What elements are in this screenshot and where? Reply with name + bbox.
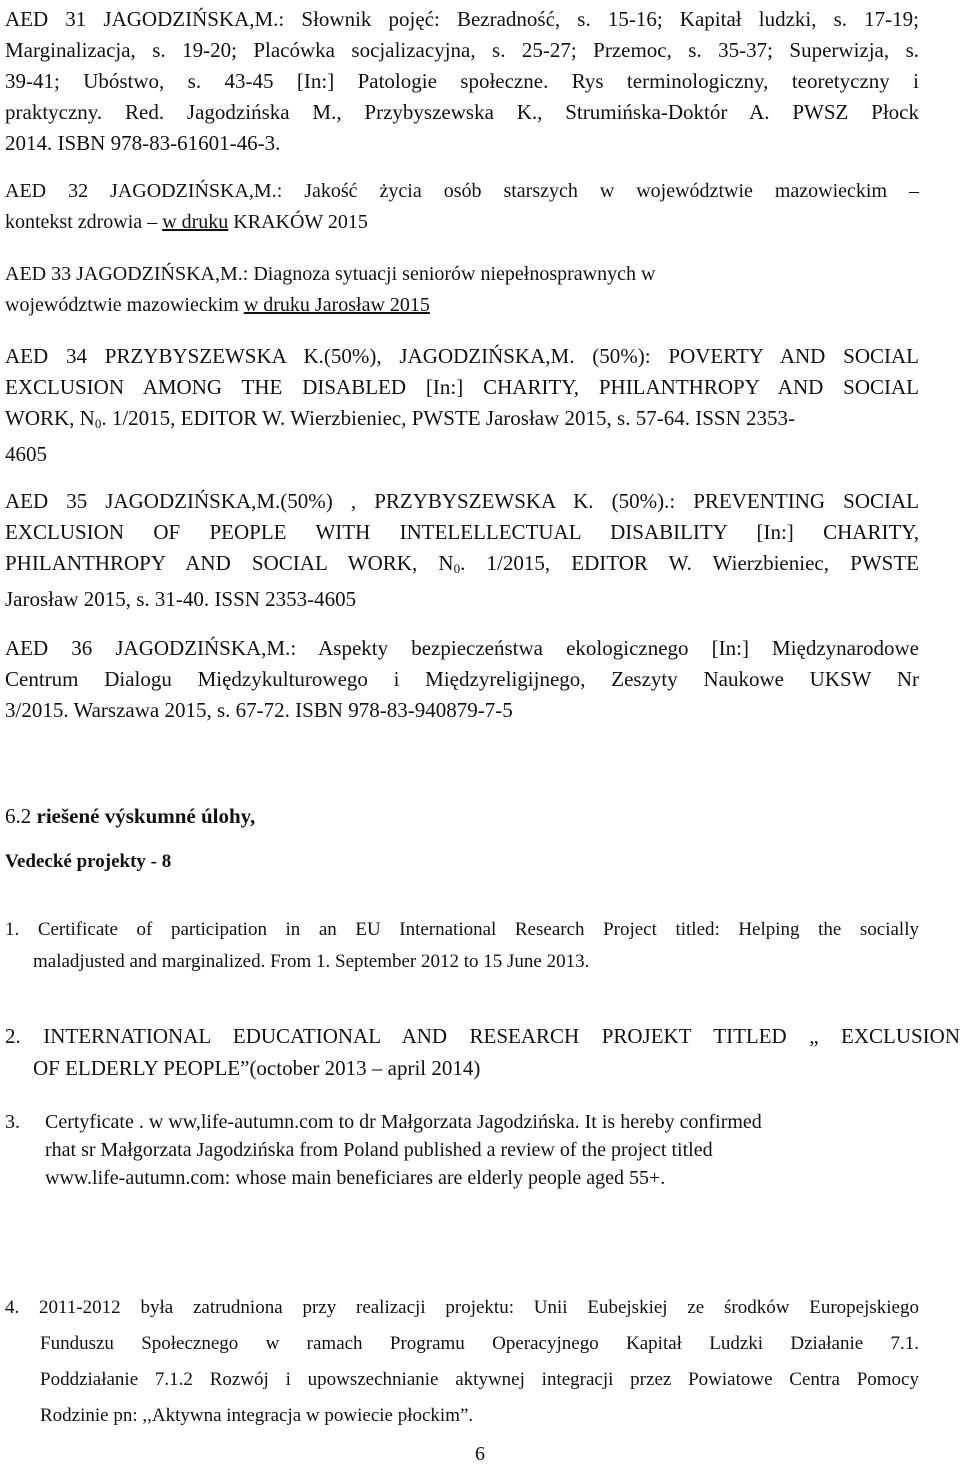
aed35-entry xyxy=(5,486,919,615)
aed35-text: . 1/2015, EDITOR W. Wierzbieniec, PWSTE xyxy=(460,551,919,575)
aed36-entry xyxy=(5,633,919,726)
project-3 xyxy=(5,1108,945,1192)
project-4 xyxy=(5,1290,919,1434)
project-2 xyxy=(5,1020,960,1084)
aed31-line: Marginalizacja, s. 19-20; Placówka socjalizacyjna, s. 25-27; Przemoc, s. 35-37; Superwizja, s. xyxy=(5,38,919,62)
aed33-text: województwie mazowieckim xyxy=(5,294,244,316)
aed36-line: Centrum Dialogu Międzykulturowego i Międzyreligijnego, Zeszyty Naukowe UKSW Nr xyxy=(5,667,919,691)
aed32-line: AED 32 JAGODZIŃSKA,M.: Jakość życia osób starszych w województwie mazowieckim – xyxy=(5,180,919,202)
aed31-line: 39-41; Ubóstwo, s. 43-45 [In:] Patologie społeczne. Rys terminologiczny, teoretyczny i xyxy=(5,69,919,93)
aed31-entry xyxy=(5,4,919,159)
project-line: Rodzinie pn: ,,Aktywna integracja w powiecie płockim”. xyxy=(40,1405,474,1426)
aed32-line xyxy=(5,207,919,238)
aed35-subscript: 0 xyxy=(453,561,461,576)
aed33-underlined-text: w druku Jarosław 2015 xyxy=(243,294,430,316)
project-1 xyxy=(5,914,919,978)
aed31-line: praktyczny. Red. Jagodzińska M., Przybyszewska K., Strumińska-Doktór A. PWSZ Płock xyxy=(5,100,919,124)
project-line: Funduszu Społecznego w ramach Programu Operacyjnego Kapitał Ludzki Działanie 7.1. xyxy=(40,1333,919,1354)
aed34-line: EXCLUSION AMONG THE DISABLED [In:] CHARITY, PHILANTHROPY AND SOCIAL xyxy=(5,375,919,399)
aed35-text: PHILANTHROPY AND SOCIAL WORK, N xyxy=(5,551,454,575)
section-subtitle: Vedecké projekty - 8 xyxy=(5,851,172,872)
aed34-line: AED 34 PRZYBYSZEWSKA K.(50%), JAGODZIŃSKA,M. (50%): POVERTY AND SOCIAL xyxy=(5,344,919,368)
project-line: maladjusted and marginalized. From 1. September 2012 to 15 June 2013. xyxy=(33,951,590,972)
project-number: 3. xyxy=(5,1111,20,1133)
aed35-line: Jarosław 2015, s. 31-40. ISSN 2353-4605 xyxy=(5,587,357,611)
section-title xyxy=(5,801,919,832)
section-title-text: riešené výskumné úlohy, xyxy=(36,804,256,828)
aed35-line: EXCLUSION OF PEOPLE WITH INTELELLECTUAL DISABILITY [In:] CHARITY, xyxy=(5,520,919,544)
section-heading xyxy=(5,801,919,832)
aed34-line xyxy=(5,403,919,439)
project-line: 1. Certificate of participation in an EU International Research Project titled: Helping the socially xyxy=(5,919,919,940)
project-line: Certyficate . w ww,life-autumn.com to dr Małgorzata Jagodzińska. It is hereby confirmed xyxy=(45,1111,762,1133)
project-line: 2. INTERNATIONAL EDUCATIONAL AND RESEARCH PROJEKT TITLED „ EXCLUSION xyxy=(5,1024,960,1048)
section-number: 6.2 xyxy=(5,804,37,828)
aed35-line: AED 35 JAGODZIŃSKA,M.(50%) , PRZYBYSZEWSKA K. (50%).: PREVENTING SOCIAL xyxy=(5,489,919,513)
aed32-text: KRAKÓW 2015 xyxy=(228,211,368,233)
aed32-text: kontekst zdrowia – xyxy=(5,211,163,233)
project-line: rhat sr Małgorzata Jagodzińska from Poland published a review of the project titled xyxy=(45,1139,713,1161)
aed35-line xyxy=(5,548,919,584)
page-number: 6 xyxy=(475,1443,485,1465)
project-line: Poddziałanie 7.1.2 Rozwój i upowszechnianie aktywnej integracji przez Powiatowe Centra Pomocy xyxy=(40,1369,919,1390)
aed31-line: 2014. ISBN 978-83-61601-46-3. xyxy=(5,131,281,155)
project-line: OF ELDERLY PEOPLE”(october 2013 – april 2014) xyxy=(33,1056,481,1080)
aed34-entry xyxy=(5,341,919,470)
aed32-entry xyxy=(5,176,919,238)
aed31-line: AED 31 JAGODZIŃSKA,M.: Słownik pojęć: Bezradność, s. 15-16; Kapitał ludzki, s. 17-19; xyxy=(5,7,919,31)
aed33-line xyxy=(5,290,919,321)
project-line: 4. 2011-2012 była zatrudniona przy realizacji projektu: Unii Eubejskiej ze środków Europejskiego xyxy=(5,1297,919,1318)
aed36-line: 3/2015. Warszawa 2015, s. 67-72. ISBN 978-83-940879-7-5 xyxy=(5,698,513,722)
project-line: www.life-autumn.com: whose main beneficiares are elderly people aged 55+. xyxy=(45,1167,666,1189)
aed34-text: . 1/2015, EDITOR W. Wierzbieniec, PWSTE Jarosław 2015, s. 57-64. ISSN 2353- xyxy=(101,406,795,430)
aed34-subscript: 0 xyxy=(94,416,102,431)
aed33-line: AED 33 JAGODZIŃSKA,M.: Diagnoza sytuacji seniorów niepełnosprawnych w xyxy=(5,263,656,285)
aed34-text: WORK, N xyxy=(5,406,95,430)
aed34-line: 4605 xyxy=(5,442,47,466)
aed33-entry xyxy=(5,259,919,321)
aed36-line: AED 36 JAGODZIŃSKA,M.: Aspekty bezpieczeństwa ekologicznego [In:] Międzynarodowe xyxy=(5,636,919,660)
aed32-underlined-text: w druku xyxy=(162,211,229,233)
